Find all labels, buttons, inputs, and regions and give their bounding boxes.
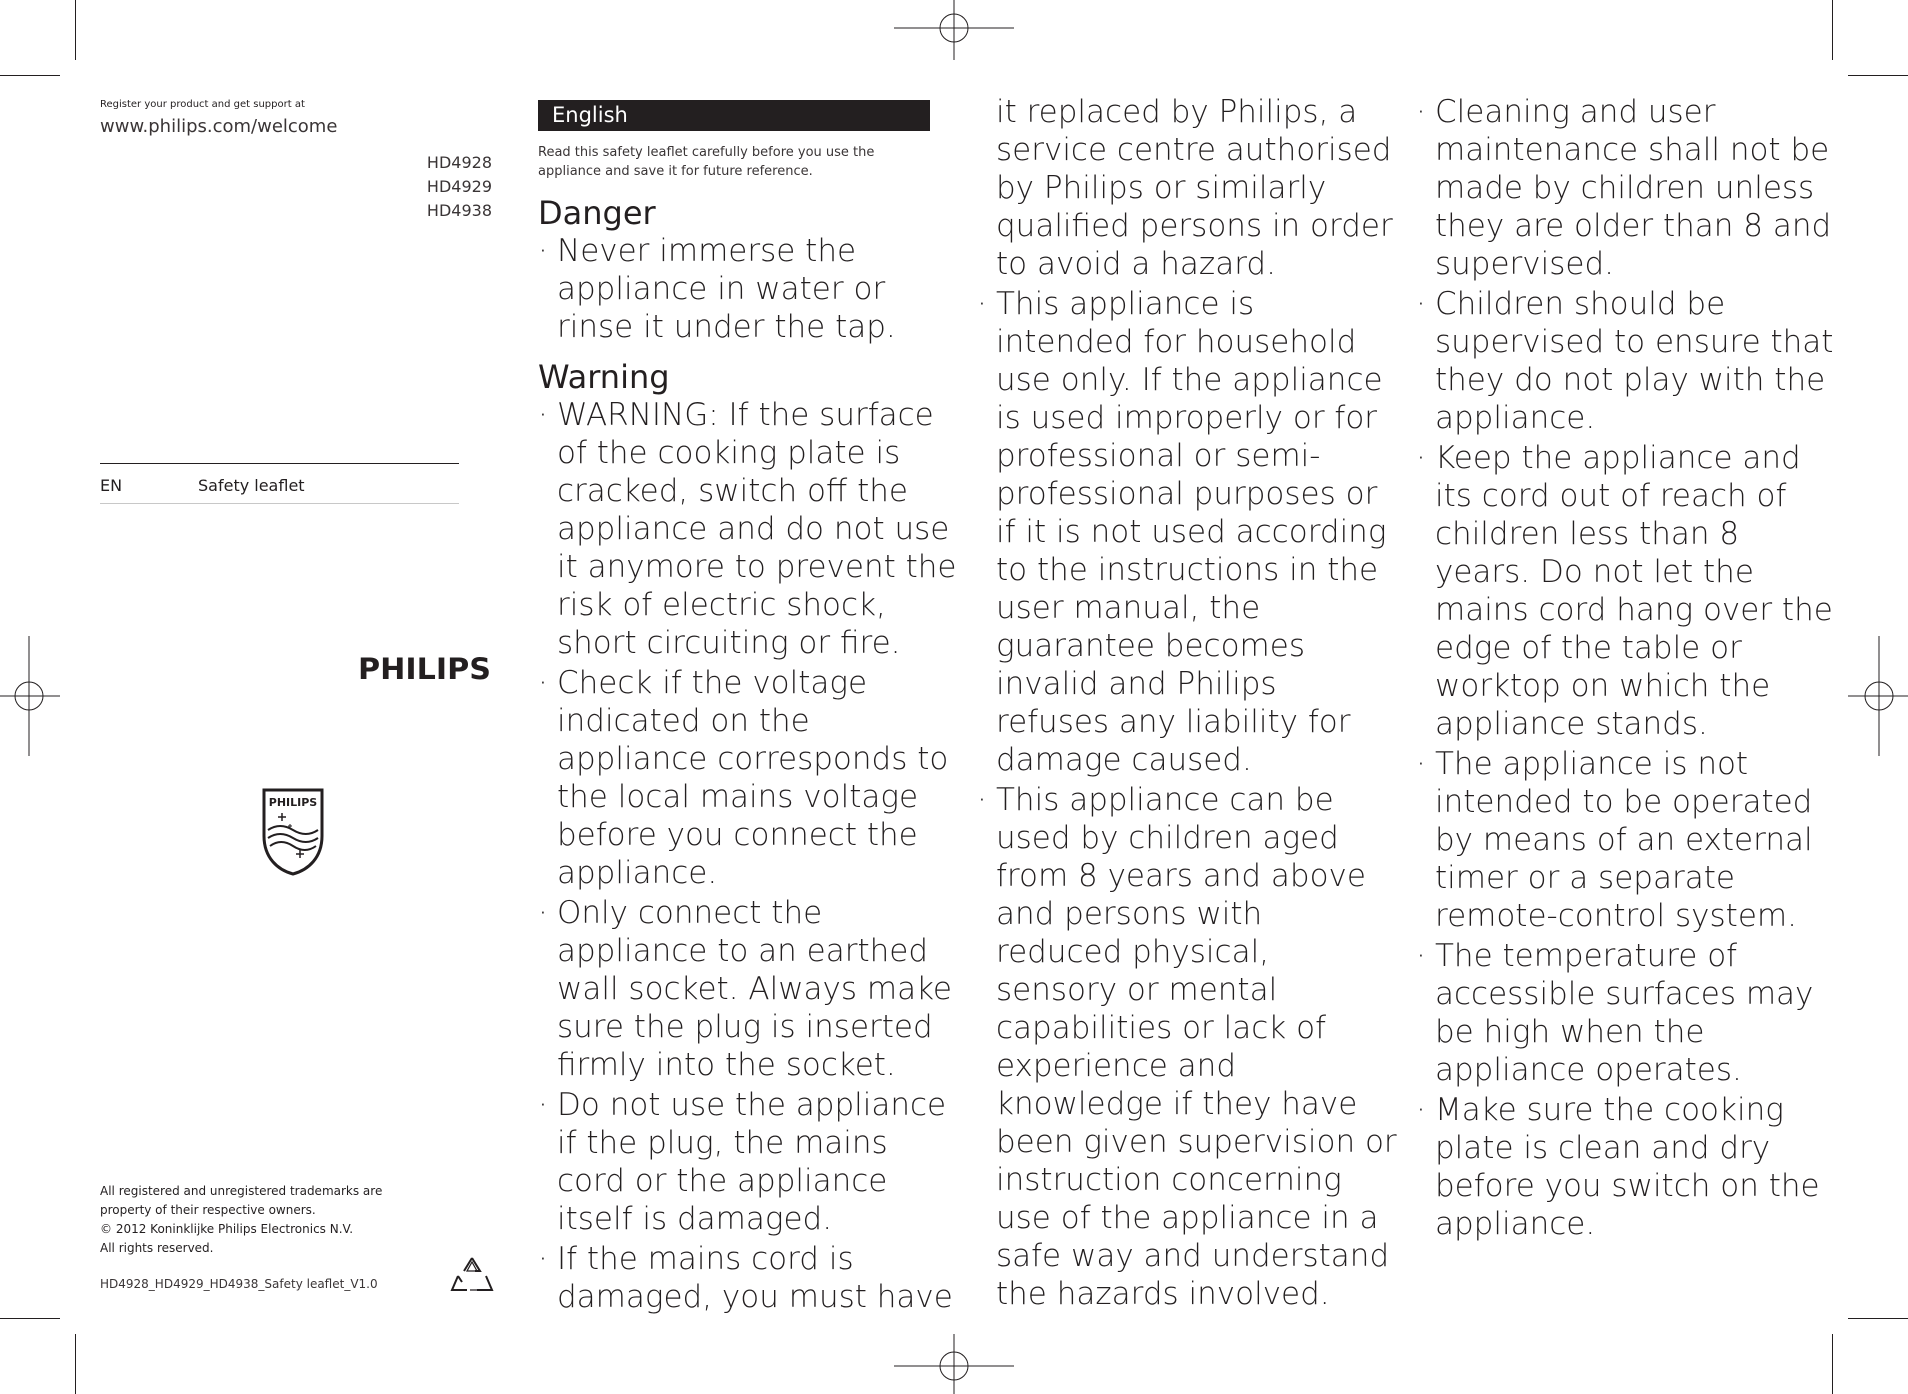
- philips-logo: [358, 650, 493, 686]
- warning-heading: Warning: [538, 358, 670, 396]
- registration-mark: [894, 1334, 1014, 1394]
- divider: [100, 503, 459, 504]
- legal-line: property of their respective owners.: [100, 1203, 316, 1217]
- danger-heading: Danger: [538, 194, 656, 232]
- legal-line: All rights reserved.: [100, 1241, 214, 1255]
- legal-notice: [100, 1182, 382, 1258]
- bullet-icon: ·: [538, 233, 548, 269]
- list-item-text: The temperature of accessible surfaces may be high when the appliance operates.: [1435, 938, 1814, 1088]
- list-item: [538, 894, 958, 1084]
- list-item-text: This appliance is intended for household use only. If the appliance is used improperly or for professional or semi-professional purposes or if it is not used according to the instructions in the user manual, the guarantee becomes invalid and Philips refuses any liability for damage caused.: [996, 286, 1387, 778]
- model-number: HD4928: [426, 153, 492, 172]
- list-item-text: Keep the appliance and its cord out of reach of children less than 8 years. Do not let the mains cord hang over the edge of the table or worktop on which the appliance stands.: [1435, 440, 1833, 742]
- bullet-icon: ·: [1416, 1092, 1426, 1128]
- column-2: [977, 93, 1397, 1315]
- bullet-icon: ·: [1416, 94, 1426, 130]
- bullet-icon: ·: [977, 782, 987, 818]
- model-number: HD4929: [426, 177, 492, 196]
- list-item-text: WARNING: If the surface of the cooking plate is cracked, switch off the appliance and do not use it anymore to prevent the risk of electric shock, short circuiting or fire.: [557, 397, 957, 661]
- bullet-icon: ·: [538, 1087, 548, 1123]
- bullet-icon: ·: [538, 895, 548, 931]
- bullet-icon: ·: [1416, 938, 1426, 974]
- bullet-icon: ·: [977, 286, 987, 322]
- list-item-text: This appliance can be used by children aged from 8 years and above and persons with reduced physical, sensory or mental capabilities or lack of experience and knowledge if they have been given supervision or instruction concerning use of the appliance in a safe way and understand the hazards involved.: [996, 782, 1397, 1312]
- crop-mark: [75, 1334, 76, 1394]
- list-item: [1416, 937, 1836, 1089]
- list-item: [1416, 285, 1836, 437]
- bullet-icon: ·: [538, 1241, 548, 1277]
- list-item-text: Do not use the appliance if the plug, the mains cord or the appliance itself is damaged.: [557, 1087, 947, 1237]
- list-item-text: If the mains cord is damaged, you must have: [557, 1241, 953, 1315]
- list-item: [538, 396, 958, 662]
- file-name: HD4928_HD4929_HD4938_Safety leaflet_V1.0: [100, 1277, 378, 1291]
- list-item-text: The appliance is not intended to be operated by means of an external timer or a separate remote-control system.: [1435, 746, 1813, 934]
- registration-mark: [894, 0, 1014, 60]
- crop-mark: [1832, 1334, 1833, 1394]
- list-item: [538, 232, 958, 346]
- crop-mark: [1832, 0, 1833, 60]
- bullet-icon: ·: [1416, 440, 1426, 476]
- list-item: [538, 1086, 958, 1238]
- register-label: Register your product and get support at: [100, 99, 305, 110]
- list-item: [538, 664, 958, 892]
- list-item: [977, 781, 1397, 1313]
- list-item: [977, 285, 1397, 779]
- legal-line: All registered and unregistered trademarks are: [100, 1184, 383, 1198]
- list-item-text: Cleaning and user maintenance shall not be made by children unless they are older than 8 and supervised.: [1435, 94, 1832, 282]
- list-item-text: Never immerse the appliance in water or rinse it under the tap.: [557, 233, 896, 345]
- list-item-text: Make sure the cooking plate is clean and dry before you switch on the appliance.: [1435, 1092, 1820, 1242]
- warning-list: [538, 396, 958, 1316]
- bullet-icon: ·: [538, 665, 548, 701]
- list-item-continuation: it replaced by Philips, a service centre authorised by Philips or similarly qualified persons in order to avoid a hazard.: [996, 94, 1393, 282]
- doc-title: Safety leaflet: [198, 476, 305, 495]
- divider: [100, 463, 459, 464]
- list-item-text: Only connect the appliance to an earthed wall socket. Always make sure the plug is inserted firmly into the socket.: [557, 895, 953, 1083]
- crop-mark: [1848, 1318, 1908, 1319]
- list-item-text: Check if the voltage indicated on the appliance corresponds to the local mains voltage before you connect the appliance.: [557, 665, 949, 891]
- list-item: [1416, 93, 1836, 283]
- svg-text:PHILIPS: PHILIPS: [268, 796, 318, 809]
- bullet-icon: ·: [1416, 286, 1426, 322]
- list-item: [1416, 1091, 1836, 1243]
- crop-mark: [75, 0, 76, 60]
- language-bar: English: [538, 100, 930, 131]
- column-3: [1416, 93, 1836, 1245]
- registration-mark: [1848, 636, 1908, 756]
- crop-mark: [0, 1318, 60, 1319]
- list-item: [538, 1240, 958, 1316]
- crop-mark: [0, 75, 60, 76]
- model-number: HD4938: [426, 201, 492, 220]
- warning-list-continued: [977, 285, 1397, 1313]
- crop-mark: [1848, 75, 1908, 76]
- registration-mark: [0, 636, 60, 756]
- list-item: [1416, 745, 1836, 935]
- model-list: [427, 151, 492, 223]
- recycle-icon: [450, 1254, 494, 1296]
- bullet-icon: ·: [1416, 746, 1426, 782]
- svg-text:PHILIPS: PHILIPS: [358, 652, 491, 686]
- warning-list-continued: [1416, 93, 1836, 1243]
- legal-line: © 2012 Koninklijke Philips Electronics N.V.: [100, 1222, 354, 1236]
- list-item-text: Children should be supervised to ensure that they do not play with the appliance.: [1435, 286, 1834, 436]
- danger-list: [538, 232, 958, 346]
- intro-text: Read this safety leaflet carefully before you use the appliance and save it for future reference.: [538, 145, 875, 179]
- register-url[interactable]: www.philips.com/welcome: [100, 116, 338, 137]
- column-1: [538, 194, 958, 1318]
- doc-language-code: EN: [100, 476, 123, 495]
- bullet-icon: ·: [538, 397, 548, 433]
- philips-shield-logo: [260, 786, 326, 876]
- list-item: [1416, 439, 1836, 743]
